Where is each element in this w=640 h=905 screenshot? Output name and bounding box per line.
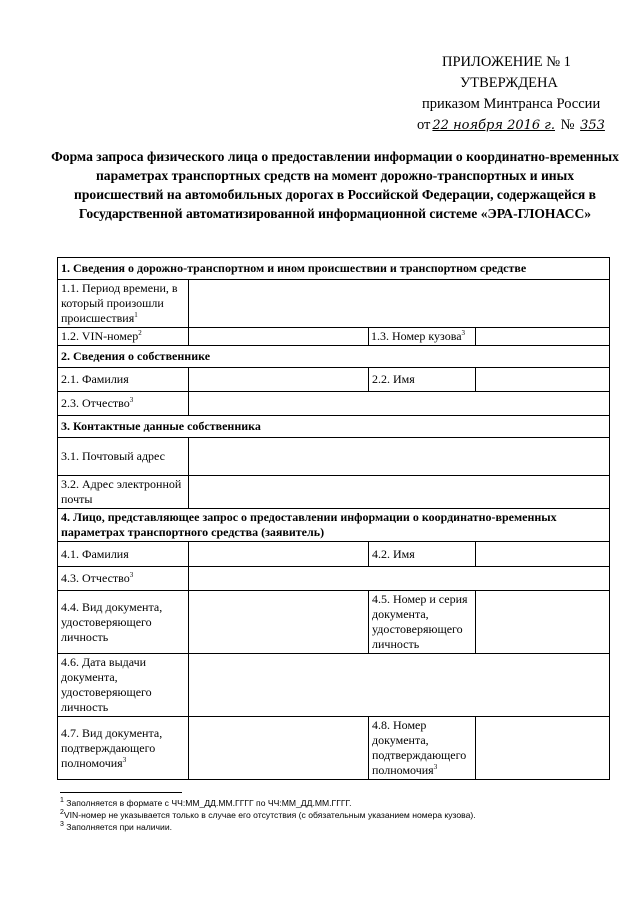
footnote-text: Заполняется в формате с ЧЧ:ММ_ДД.ММ.ГГГГ по ЧЧ:ММ_ДД.ММ.ГГГГ. xyxy=(66,798,352,808)
footnote-text: VIN-номер не указывается только в случае его отсутствия (с обязательным указанием номера кузова). xyxy=(63,810,476,820)
row-4-4 xyxy=(58,591,610,654)
row-4-3 xyxy=(58,567,610,591)
field-label-1-2 xyxy=(58,328,189,346)
section-row-3 xyxy=(58,416,610,438)
number-prefix: № xyxy=(560,117,575,133)
footnote-1 xyxy=(60,797,620,809)
id-document-number-input[interactable] xyxy=(476,591,610,654)
field-label-2-1: 2.1. Фамилия xyxy=(58,368,189,392)
field-label-4-2: 4.2. Имя xyxy=(369,542,476,567)
field-label-3-2: 3.2. Адрес электронной почты xyxy=(58,476,189,509)
field-label-4-1: 4.1. Фамилия xyxy=(58,542,189,567)
label-text: 1.2. VIN-номер xyxy=(61,329,139,343)
field-label-4-5: 4.5. Номер и серия документа, удостоверяющего личность xyxy=(369,591,476,654)
field-label-4-7 xyxy=(58,717,189,780)
annex-label: ПРИЛОЖЕНИЕ № 1 xyxy=(442,54,571,70)
order-date-line xyxy=(417,115,620,136)
date-prefix: от xyxy=(417,117,431,133)
field-label-4-8 xyxy=(369,717,476,780)
footnote-ref: 3 xyxy=(129,396,134,404)
authority-document-number-input[interactable] xyxy=(476,717,610,780)
owner-name-input[interactable] xyxy=(476,368,610,392)
row-2-3 xyxy=(58,392,610,416)
footnote-mark: 1 xyxy=(60,797,64,805)
footnote-ref: 3 xyxy=(129,571,134,579)
footnote-ref: 3 xyxy=(433,763,438,771)
label-text: 4.8. Номер документа, подтверждающего полномочия xyxy=(372,718,467,777)
label-text: 1.3. Номер кузова xyxy=(371,329,462,343)
label-text: 4.3. Отчество xyxy=(61,571,130,585)
form-title: Форма запроса физического лица о предоставлении информации о координатно-временных параметрах транспортных средств на момент дорожно-транспортных и иных происшествий на автомобильных дорогах в Российской Федерации, содержащейся в Государственной автоматизированной информационной системе «ЭРА-ГЛОНАСС» xyxy=(51,149,619,221)
body-number-input[interactable] xyxy=(476,328,610,346)
applicant-name-input[interactable] xyxy=(476,542,610,567)
row-4-7 xyxy=(58,717,610,780)
footnote-2 xyxy=(60,809,620,821)
row-1-2 xyxy=(58,328,610,346)
footnote-3 xyxy=(60,821,620,833)
footnote-mark: 2 xyxy=(60,809,64,817)
id-document-date-input[interactable] xyxy=(189,654,610,717)
postal-address-input[interactable] xyxy=(189,438,610,476)
order-date: 22 ноября 2016 г. xyxy=(432,118,555,133)
row-4-6 xyxy=(58,654,610,717)
row-1-1 xyxy=(58,280,610,328)
applicant-patronymic-input[interactable] xyxy=(189,567,610,591)
row-3-2 xyxy=(58,476,610,509)
field-label-1-1 xyxy=(58,280,189,328)
footnote-ref: 3 xyxy=(461,329,466,337)
approval-header xyxy=(390,52,620,136)
footnotes xyxy=(60,797,620,833)
field-label-4-3 xyxy=(58,567,189,591)
field-label-4-6: 4.6. Дата выдачи документа, удостоверяющего личность xyxy=(58,654,189,717)
row-2-1 xyxy=(58,368,610,392)
section-row-2 xyxy=(58,346,610,368)
section-2-title: 2. Сведения о собственнике xyxy=(58,346,610,368)
request-form-table xyxy=(57,257,610,780)
id-document-type-input[interactable] xyxy=(189,591,369,654)
section-row-4 xyxy=(58,509,610,542)
label-text: 4.7. Вид документа, подтверждающего полномочия xyxy=(61,725,163,770)
row-3-1 xyxy=(58,438,610,476)
email-input[interactable] xyxy=(189,476,610,509)
authority-document-type-input[interactable] xyxy=(189,717,369,780)
section-row-1 xyxy=(58,258,610,280)
approved-label: УТВЕРЖДЕНА xyxy=(460,75,558,91)
footnote-ref: 2 xyxy=(138,329,142,337)
footnote-ref: 1 xyxy=(134,311,138,319)
footnote-mark: 3 xyxy=(60,821,64,829)
row-4-1 xyxy=(58,542,610,567)
footnote-separator xyxy=(60,792,182,793)
section-1-title: 1. Сведения о дорожно-транспортном и ином происшествии и транспортном средстве xyxy=(58,258,610,280)
label-text: 1.1. Период времени, в который произошли происшествия xyxy=(61,281,178,325)
field-label-1-3 xyxy=(369,328,476,346)
field-label-2-3 xyxy=(58,392,189,416)
section-3-title: 3. Контактные данные собственника xyxy=(58,416,610,438)
field-label-3-1: 3.1. Почтовый адрес xyxy=(58,438,189,476)
applicant-surname-input[interactable] xyxy=(189,542,369,567)
order-number: 353 xyxy=(580,118,605,133)
field-label-4-4: 4.4. Вид документа, удостоверяющего личность xyxy=(58,591,189,654)
footnote-ref: 3 xyxy=(122,755,127,764)
field-label-2-2: 2.2. Имя xyxy=(369,368,476,392)
period-input[interactable] xyxy=(189,280,610,328)
label-text: 2.3. Отчество xyxy=(61,396,130,410)
owner-surname-input[interactable] xyxy=(189,368,369,392)
footnote-text: Заполняется при наличии. xyxy=(66,822,173,832)
section-4-title: 4. Лицо, представляющее запрос о предоставлении информации о координатно-временных параметрах транспортного средства (заявитель) xyxy=(58,509,610,542)
vin-input[interactable] xyxy=(189,328,369,346)
owner-patronymic-input[interactable] xyxy=(189,392,610,416)
order-label: приказом Минтранса России xyxy=(422,96,601,112)
